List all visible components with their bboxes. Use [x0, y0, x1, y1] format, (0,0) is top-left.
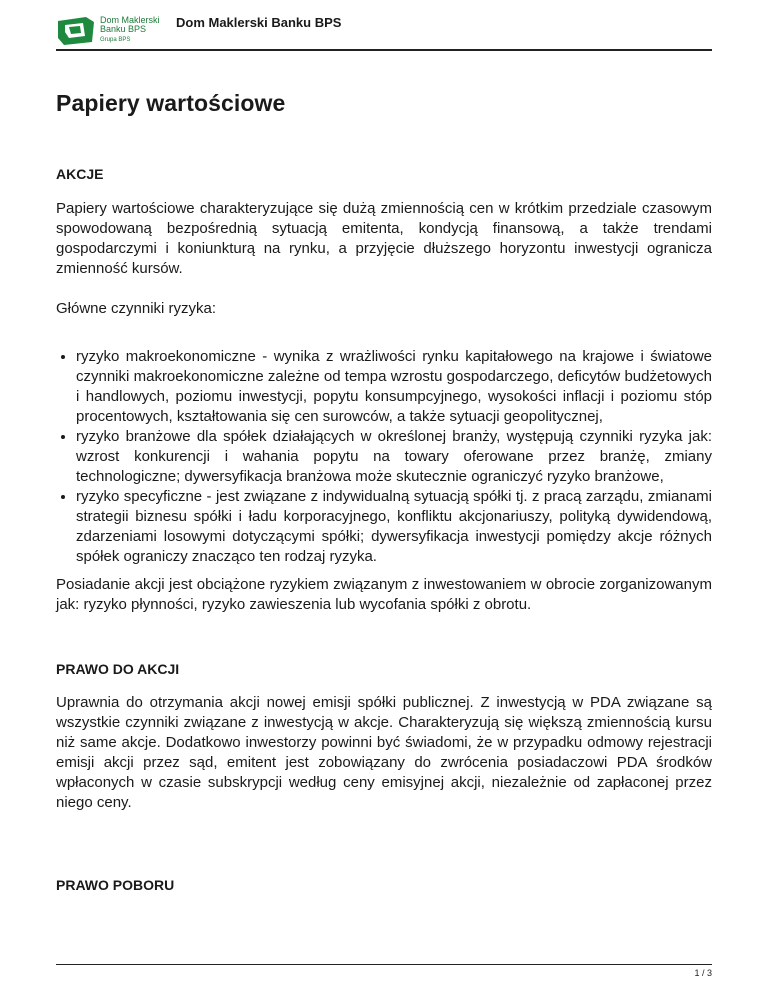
- akcje-intro-paragraph: Papiery wartościowe charakteryzujące się dużą zmiennością cen w krótkim przedziale czasowym spowodowaną bezpośrednią sytuacją emitenta, kondycją finansową, a także trendami gospodarczymi i koniunkturą na rynku, a przyjęcie dłuższego horyzontu inwestycji ogranicza zmienność kursów.: [56, 200, 712, 277]
- header-divider: [56, 49, 712, 51]
- section-heading-akcje: AKCJE: [56, 166, 104, 182]
- section-heading-prawo-do-akcji: PRAWO DO AKCJI: [56, 661, 180, 677]
- page-title: Papiery wartościowe: [56, 90, 286, 116]
- logo-line-3: Grupa BPS: [100, 37, 131, 43]
- logo-line-2: Banku BPS: [100, 24, 147, 34]
- list-item: • ryzyko specyficzne - jest związane z indywidualną sytuacją spółki tj. z pracą zarządu, zmianami strategii biznesu spółki i ładu korporacyjnego, konfliktu akcjonariuszy, polityką dywidendową, zdarzeniami losowymi dotyczącymi spółki; dywersyfikacja inwestycji pomiędzy akcje różnych spółek ograniczy znacząco ten rodzaj ryzyka.: [76, 487, 712, 567]
- prawo-do-akcji-paragraph: Uprawnia do otrzymania akcji nowej emisji spółki publicznej. Z inwestycją w PDA związane są wszystkie czynniki związane z inwestycją w akcje. Charakteryzują się większą zmiennością kursu niż same akcje. Dodatkowo inwestorzy powinni być świadomi, że w przypadku odmowy rejestracji emisji akcji przez sąd, emitent jest zobowiązany do zwrócenia posiadaczowi PDA środków wpłaconych w czasie subskrypcji według ceny emisyjnej akcji, niezależnie od zapłaconej przez niego ceny.: [56, 694, 712, 811]
- header-title: Dom Maklerski Banku BPS: [176, 15, 342, 30]
- page-number: 1 / 3: [694, 968, 712, 978]
- list-item: • ryzyko makroekonomiczne - wynika z wrażliwości rynku kapitałowego na krajowe i światowe czynniki makroekonomiczne zależne od tempa wzrostu gospodarczego, deficytów budżetowych i handlowych, poziomu inwestycji, popytu konsumpcyjnego, wysokości inflacji i poziomu stóp procentowych, kształtowania się cen surowców, a także sytuacji geopolitycznej,: [76, 347, 712, 427]
- risk-factors-label: Główne czynniki ryzyka:: [56, 300, 217, 317]
- company-logo: [56, 14, 176, 50]
- list-item: • ryzyko branżowe dla spółek działających w określonej branży, występują czynniki ryzyka jak: wzrost konkurencji i wahania popytu na towary oferowane przez branżę, zmiany technologiczne; dywersyfikacja branżowa może skutecznie ograniczyć ryzyko branżowe,: [76, 427, 712, 487]
- document-body: [56, 90, 712, 893]
- risk-factors-list: [56, 347, 712, 567]
- section-heading-prawo-poboru: PRAWO POBORU: [56, 877, 175, 893]
- footer-divider: [56, 964, 712, 965]
- logo-line-1: Dom Maklerski: [100, 15, 160, 25]
- page-header: [56, 14, 712, 50]
- akcje-closing-paragraph: Posiadanie akcji jest obciążone ryzykiem związanym z inwestowaniem w obrocie zorganizowanym jak: ryzyko płynności, ryzyko zawieszenia lub wycofania spółki z obrotu.: [56, 576, 712, 613]
- logo-mark-icon: [56, 16, 96, 46]
